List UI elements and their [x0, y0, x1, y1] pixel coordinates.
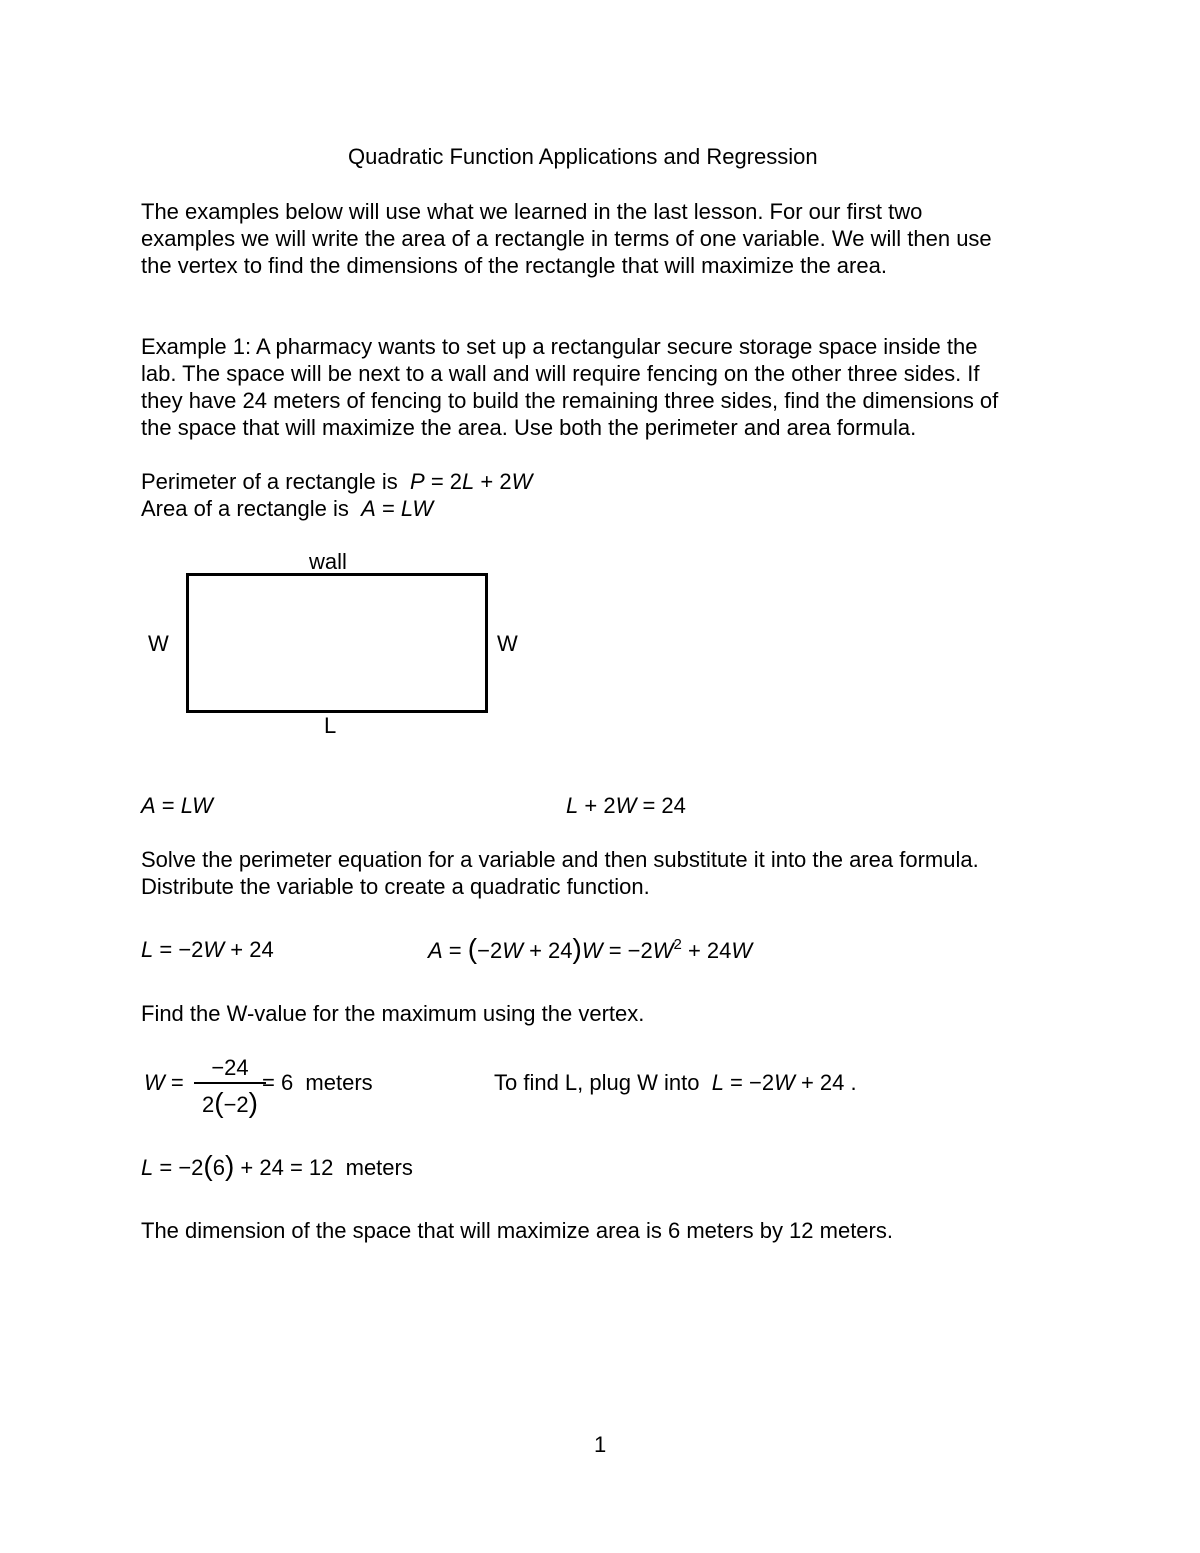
example-line: they have 24 meters of fencing to build the remaining three sides, find the dimensions of	[141, 388, 999, 413]
fraction-denominator: 2(−2)	[202, 1087, 258, 1118]
page-title: Quadratic Function Applications and Regression	[348, 144, 818, 169]
example-line: Example 1: A pharmacy wants to set up a rectangular secure storage space inside the	[141, 334, 978, 359]
area-quadratic: $A = (-2W + 24)W = -2W^2 + 24W$	[428, 933, 753, 964]
perimeter-equation: L + 2W = 24	[566, 793, 686, 818]
rectangle-shape	[186, 573, 488, 713]
area-formula-line	[141, 495, 433, 522]
w-result: = 6 meters	[262, 1070, 373, 1095]
intro-line: The examples below will use what we learned in the last lesson. For our first two	[141, 199, 923, 224]
solve-line: Solve the perimeter equation for a variable and then substitute it into the area formula.	[141, 847, 979, 872]
length-calculation: L = −2(6) + 24 = 12 meters	[141, 1150, 413, 1181]
find-w-text: Find the W-value for the maximum using the vertex.	[141, 1001, 645, 1026]
right-width-label: W	[497, 631, 518, 656]
perimeter-label: Perimeter of a rectangle is	[141, 469, 398, 494]
fraction-bar	[194, 1082, 266, 1084]
conclusion: The dimension of the space that will maximize area is 6 meters by 12 meters.	[141, 1218, 893, 1243]
length-substitution: L = −2W + 24	[141, 937, 274, 962]
example-line: lab. The space will be next to a wall and will require fencing on the other three sides. If	[141, 361, 980, 386]
length-unit: meters	[345, 1155, 413, 1180]
w-unit: meters	[305, 1070, 373, 1095]
plug-instruction: To find L, plug W into L = −2W + 24 .	[494, 1070, 857, 1095]
intro-line: the vertex to find the dimensions of the rectangle that will maximize the area.	[141, 253, 887, 278]
length-label: L	[324, 713, 337, 738]
perimeter-formula: P = 2L + 2W	[410, 469, 533, 494]
w-equals: W =	[144, 1070, 184, 1095]
area-formula: A = LW	[361, 496, 434, 521]
perimeter-formula-line	[141, 468, 532, 495]
page-number: 1	[594, 1432, 607, 1457]
fraction-numerator: −24	[211, 1055, 249, 1080]
area-equation: A = LW	[141, 793, 213, 818]
left-width-label: W	[148, 631, 169, 656]
wall-label: wall	[309, 549, 347, 574]
plug-text: To find L, plug W into	[494, 1070, 700, 1095]
area-label: Area of a rectangle is	[141, 496, 349, 521]
solve-line: Distribute the variable to create a quadratic function.	[141, 874, 650, 899]
example-line: the space that will maximize the area. Use both the perimeter and area formula.	[141, 415, 917, 440]
intro-line: examples we will write the area of a rectangle in terms of one variable. We will then use	[141, 226, 992, 251]
